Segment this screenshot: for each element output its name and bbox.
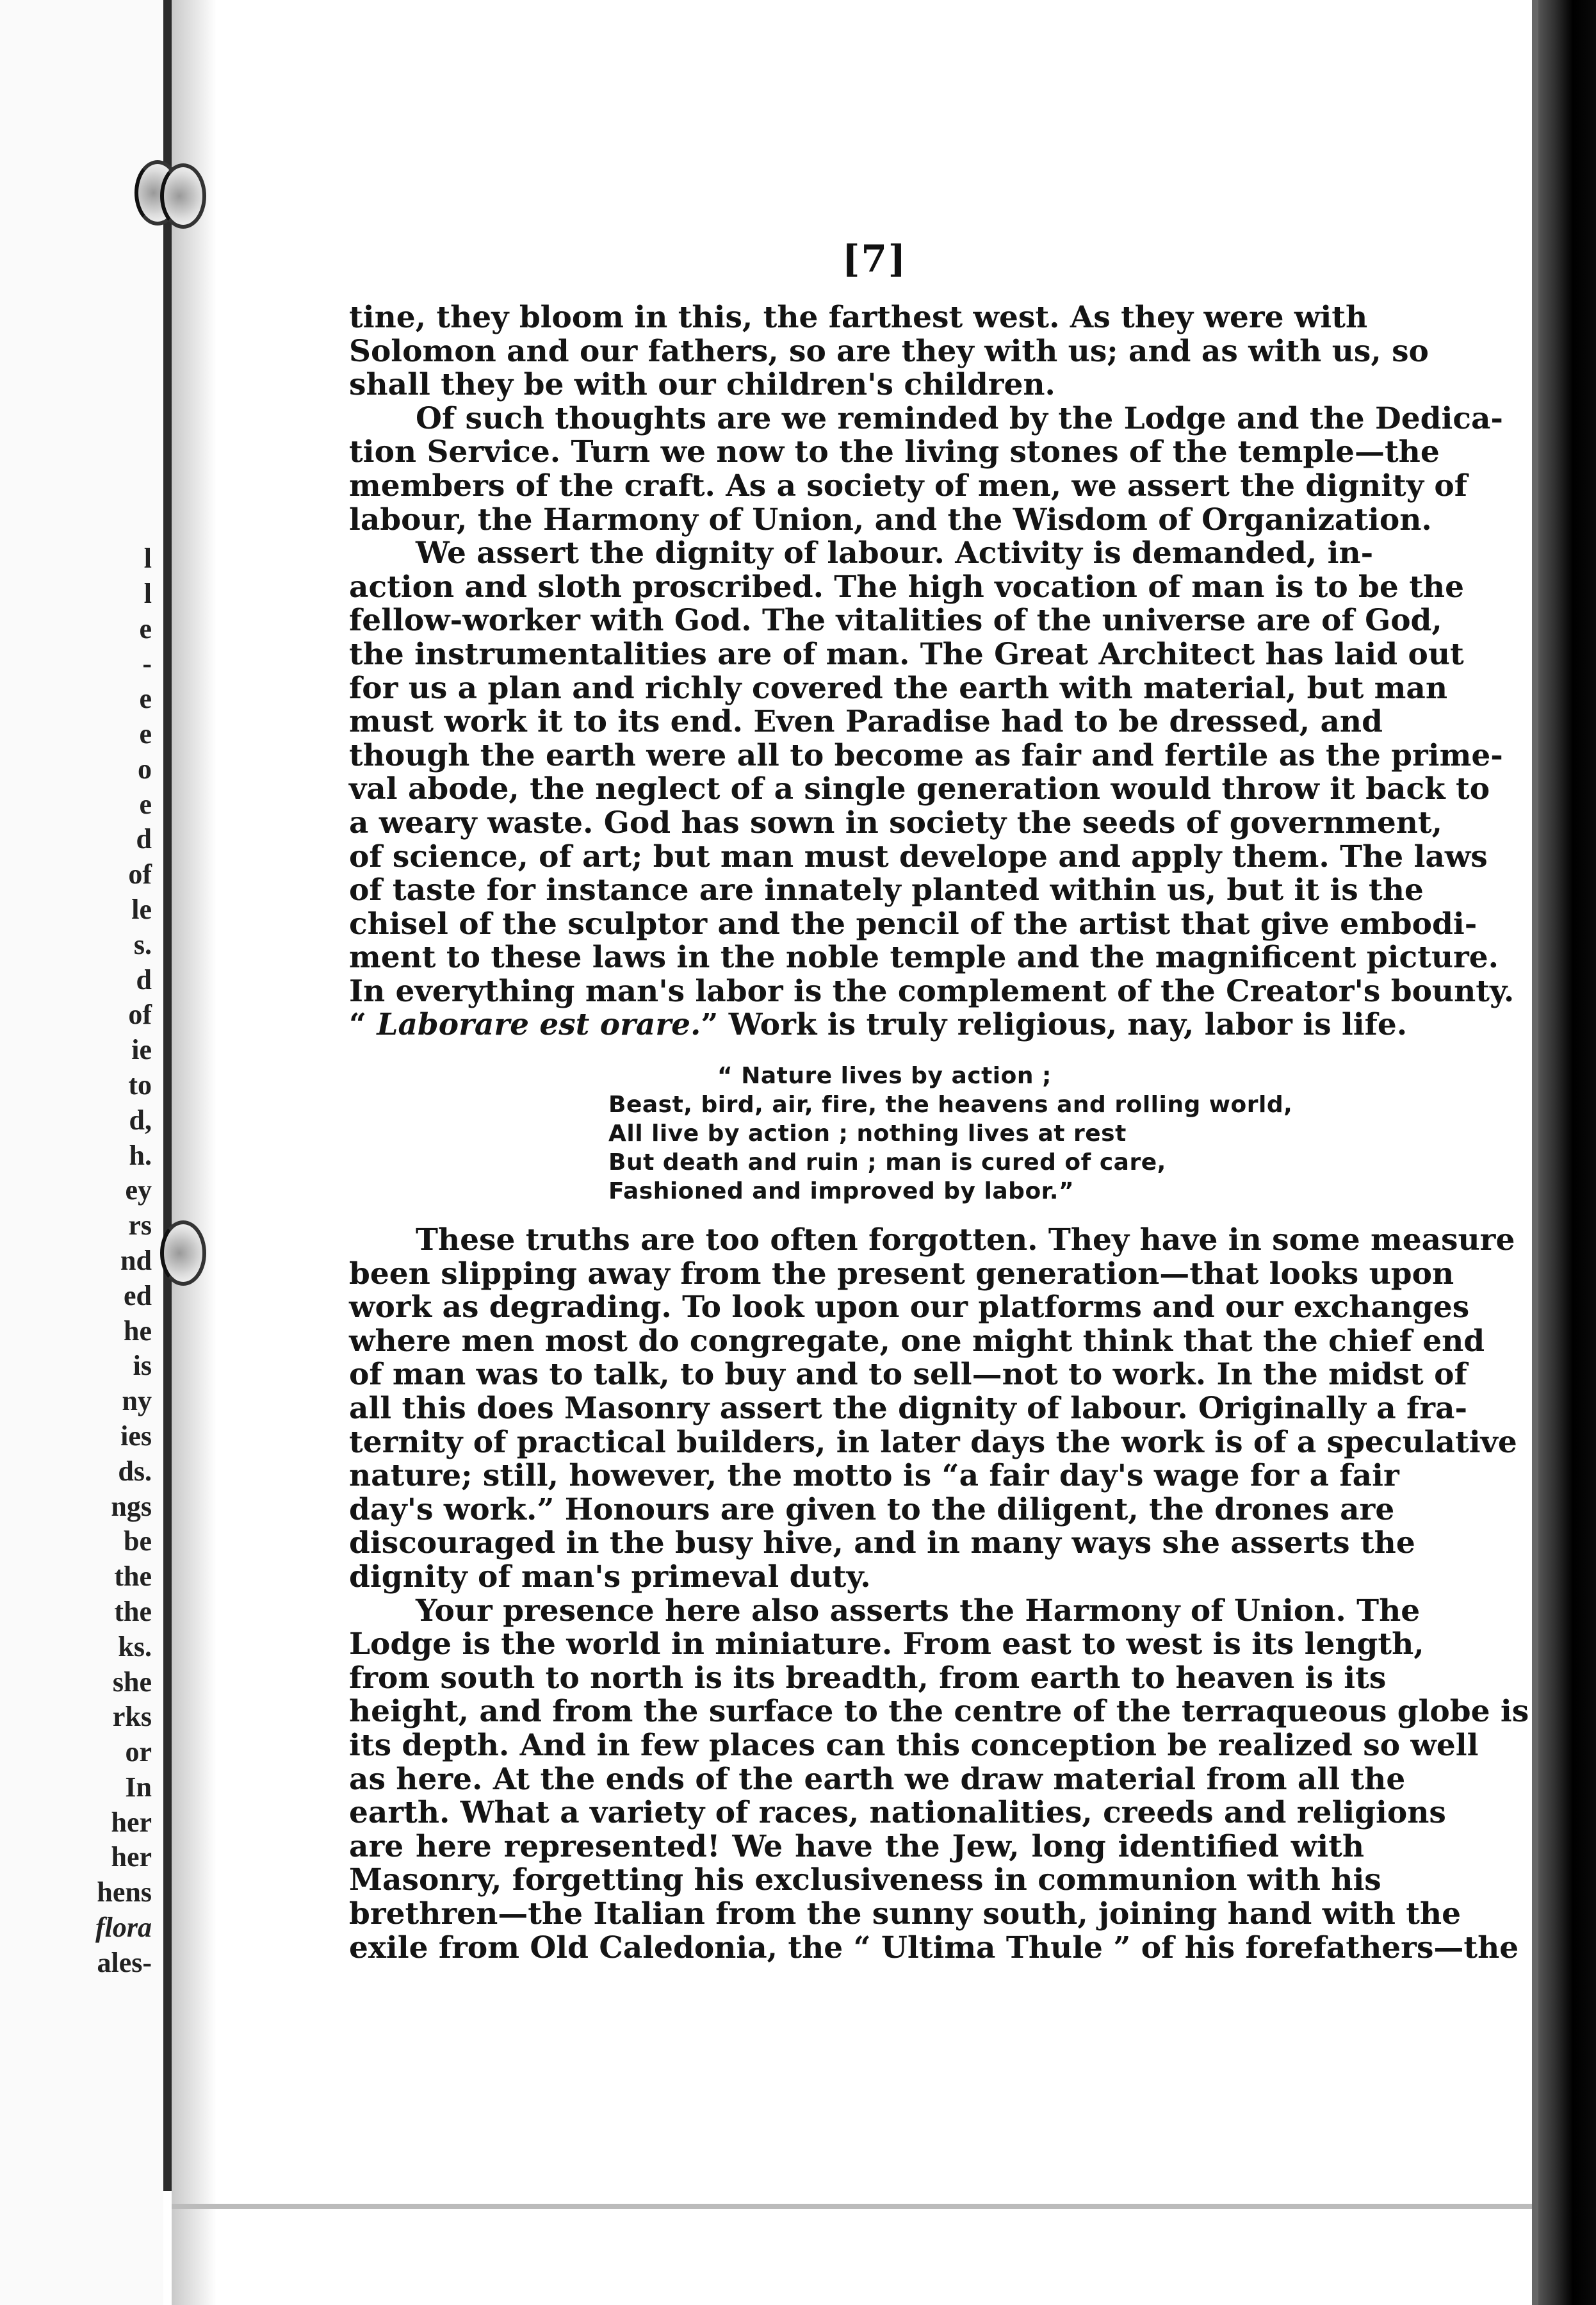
quote-rest: ” Work is truly religious, nay, labor is life. <box>701 1007 1408 1043</box>
text-line <box>349 1007 1408 1043</box>
left-page-fragment: rks <box>112 1701 152 1733</box>
poem-quotation <box>349 1062 1364 1206</box>
poem-line: “ Nature lives by action ; <box>717 1063 1052 1090</box>
text-line: shall they be with our children's children. <box>349 367 1055 403</box>
gutter-shadow <box>172 0 216 2305</box>
text-line: val abode, the neglect of a single generation would throw it back to <box>349 771 1490 807</box>
left-page-fragment: d <box>136 823 152 855</box>
left-page-fragment: he <box>124 1315 152 1347</box>
left-page-fragment: is <box>133 1350 152 1382</box>
left-page-fragment: o <box>138 753 152 785</box>
text-line: dignity of man's primeval duty. <box>349 1559 871 1595</box>
left-page-fragment: h. <box>129 1139 152 1171</box>
text-line: members of the craft. As a society of men, we assert the dignity of <box>349 468 1467 504</box>
latin-motto: Laborare est orare. <box>377 1007 701 1043</box>
left-page-fragment: of <box>128 858 152 890</box>
text-line: where men most do congregate, one might think that the chief end <box>349 1323 1485 1359</box>
left-page-fragment: le <box>131 893 152 925</box>
left-page-fragment: ny <box>122 1385 152 1417</box>
left-page-fragment: ds. <box>118 1455 152 1487</box>
left-page-fragment: e <box>139 683 152 715</box>
text-line: action and sloth proscribed. The high vocation of man is to be the <box>349 569 1464 605</box>
text-line: are here represented! We have the Jew, long identified with <box>349 1828 1364 1864</box>
text-line: fellow-worker with God. The vitalities of the universe are of God, <box>349 603 1442 639</box>
text-line: of science, of art; but man must develope and apply them. The laws <box>349 839 1488 874</box>
gutter-binding-line <box>163 0 172 2191</box>
body-text <box>349 300 1529 1965</box>
left-page-fragment: or <box>125 1736 152 1768</box>
left-page-fragment: the <box>114 1561 152 1593</box>
left-page-fragment: l <box>143 543 152 574</box>
left-page-fragment: ies <box>120 1420 152 1452</box>
text-line: of man was to talk, to buy and to sell—not to work. In the midst of <box>349 1357 1467 1393</box>
text-line: all this does Masonry assert the dignity of labour. Originally a fra- <box>349 1391 1467 1427</box>
text-line: These truths are too often forgotten. They have in some measure <box>416 1222 1515 1258</box>
text-line: the instrumentalities are of man. The Great Architect has laid out <box>349 636 1464 672</box>
text-line: brethren—the Italian from the sunny south, joining hand with the <box>349 1896 1462 1932</box>
left-page-text-fragments <box>62 541 152 1981</box>
paragraph <box>349 400 1503 537</box>
left-page-fragment: In <box>125 1771 152 1803</box>
left-facing-page <box>0 0 163 2305</box>
left-page-fragment: she <box>112 1666 152 1698</box>
page-number: [7] <box>842 237 908 281</box>
text-line: chisel of the sculptor and the pencil of the artist that give embodi- <box>349 906 1478 942</box>
book-cover-edge <box>1538 0 1596 2305</box>
left-page-fragment: ales- <box>97 1946 152 1978</box>
paragraph <box>349 1593 1529 1965</box>
text-line: its depth. And in few places can this conception be realized so well <box>349 1727 1479 1763</box>
page-bottom-edge <box>172 2204 1538 2209</box>
text-line: Of such thoughts are we reminded by the Lodge and the Dedica- <box>416 400 1503 436</box>
left-page-fragment: e <box>139 612 152 644</box>
left-page-fragment: her <box>111 1806 152 1838</box>
text-line: of taste for instance are innately planted within us, but it is the <box>349 873 1424 908</box>
text-line: We assert the dignity of labour. Activity is demanded, in- <box>416 536 1374 571</box>
text-line: In everything man's labor is the complement of the Creator's bounty. <box>349 973 1515 1009</box>
left-page-fragment: flora <box>95 1912 152 1944</box>
text-line: exile from Old Caledonia, the “ Ultima Thule ” of his forefathers—the <box>349 1930 1519 1965</box>
text-line: height, and from the surface to the centre of the terraqueous globe is <box>349 1694 1529 1730</box>
binding-hole-middle <box>160 1220 206 1286</box>
left-page-fragment: s. <box>133 928 152 960</box>
left-page-fragment: ey <box>125 1174 152 1206</box>
left-page-fragment: e <box>139 718 152 750</box>
text-line: Lodge is the world in miniature. From east to west is its length, <box>349 1627 1424 1662</box>
paragraph <box>349 536 1515 1043</box>
poem-line: Beast, bird, air, fire, the heavens and rolling world, <box>608 1092 1293 1119</box>
book-page <box>349 231 1529 2037</box>
left-page-fragment: l <box>143 577 152 609</box>
left-page-fragment: d <box>136 964 152 996</box>
text-line: work as degrading. To look upon our platforms and our exchanges <box>349 1290 1470 1325</box>
left-page-fragment: ks. <box>118 1630 152 1662</box>
text-line: must work it to its end. Even Paradise had to be dressed, and <box>349 704 1383 740</box>
text-line: labour, the Harmony of Union, and the Wisdom of Organization. <box>349 502 1432 537</box>
left-page-fragment: d, <box>129 1104 152 1136</box>
poem-line: All live by action ; nothing lives at rest <box>608 1120 1127 1147</box>
paragraph <box>349 1222 1517 1595</box>
text-line: Your presence here also asserts the Harmony of Union. The <box>416 1593 1421 1628</box>
left-page-fragment: ed <box>124 1279 152 1311</box>
text-line: tion Service. Turn we now to the living stones of the temple—the <box>349 434 1440 470</box>
left-page-fragment: be <box>124 1525 152 1557</box>
left-page-fragment: to <box>128 1069 152 1101</box>
left-page-fragment: hens <box>97 1876 152 1908</box>
binding-hole-top-right <box>160 163 206 229</box>
text-line: day's work.” Honours are given to the diligent, the drones are <box>349 1491 1395 1527</box>
left-page-fragment: ngs <box>111 1490 152 1522</box>
text-line: nature; still, however, the motto is “a fair day's wage for a fair <box>349 1458 1399 1494</box>
left-page-fragment: - <box>142 648 152 680</box>
text-line: ment to these laws in the noble temple and the magnificent picture. <box>349 940 1499 976</box>
page-right-edge-line <box>1532 0 1538 2305</box>
left-page-fragment: nd <box>120 1244 152 1276</box>
text-line: discouraged in the busy hive, and in many ways she asserts the <box>349 1525 1415 1561</box>
left-page-fragment: rs <box>128 1210 152 1242</box>
quote-open: “ <box>349 1007 377 1043</box>
text-line: Masonry, forgetting his exclusiveness in communion with his <box>349 1862 1381 1898</box>
text-line: ternity of practical builders, in later days the work is of a speculative <box>349 1424 1517 1460</box>
left-page-fragment: of <box>128 999 152 1031</box>
text-line: Solomon and our fathers, so are they with us; and as with us, so <box>349 333 1429 369</box>
left-page-fragment: the <box>114 1595 152 1627</box>
text-line: earth. What a variety of races, nationalities, creeds and religions <box>349 1795 1446 1831</box>
left-page-fragment: e <box>139 788 152 820</box>
paragraph <box>349 300 1429 403</box>
text-line: from south to north is its breadth, from earth to heaven is its <box>349 1660 1387 1696</box>
text-line: been slipping away from the present generation—that looks upon <box>349 1256 1454 1292</box>
poem-line: Fashioned and improved by labor.” <box>608 1178 1075 1205</box>
text-line: as here. At the ends of the earth we draw material from all the <box>349 1761 1406 1797</box>
left-page-fragment: ie <box>131 1034 152 1066</box>
text-line: tine, they bloom in this, the farthest west. As they were with <box>349 300 1368 335</box>
poem-line: But death and ruin ; man is cured of care, <box>608 1149 1166 1176</box>
left-page-fragment: her <box>111 1841 152 1873</box>
text-line: for us a plan and richly covered the earth with material, but man <box>349 670 1448 706</box>
text-line: a weary waste. God has sown in society the seeds of government, <box>349 805 1442 841</box>
text-line: though the earth were all to become as fair and fertile as the prime- <box>349 737 1503 773</box>
